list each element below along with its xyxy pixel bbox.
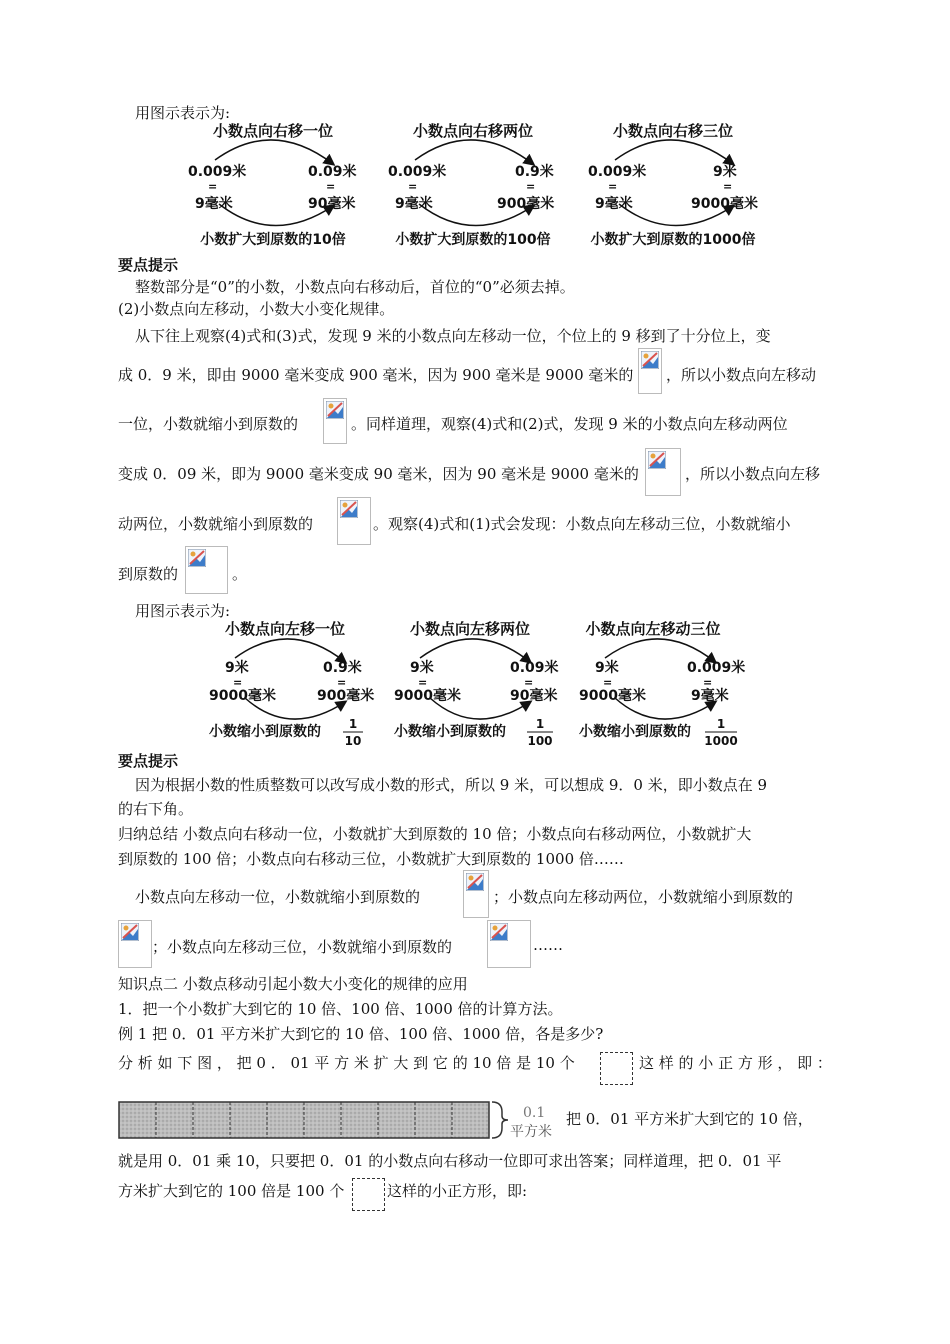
- strip-label-unit: 平方米: [510, 1124, 552, 1140]
- fraction-image-4: [337, 497, 371, 545]
- left-diagram-3-frac-den: 1000: [704, 734, 738, 748]
- picture-icon: [466, 873, 484, 891]
- right-diagram-2-right-eq: =: [526, 180, 536, 193]
- para-line-3a: 一位，小数就缩小到原数的: [118, 415, 299, 433]
- example-1: 例 1 把 0．01 平方米扩大到它的 10 倍、100 倍、1000 倍，各是多少?: [118, 1025, 604, 1043]
- last-line-2b: 这样的小正方形，即:: [387, 1182, 528, 1200]
- tip2-line-2: 的右下角。: [118, 800, 194, 818]
- left-diagram-2-right-bottom: 90毫米: [510, 688, 558, 704]
- left-diagram-3-left-top: 9米: [595, 660, 619, 676]
- picture-icon: [641, 351, 659, 369]
- picture-icon: [326, 401, 344, 419]
- para-line-5a: 动两位，小数就缩小到原数的: [118, 515, 314, 533]
- right-diagram-1-left-bottom: 9毫米: [195, 196, 233, 212]
- left-diagram-1-right-bottom: 900毫米: [317, 688, 375, 704]
- right-diagram-1-right-bottom: 90毫米: [308, 196, 356, 212]
- fraction-image-2: [323, 398, 347, 444]
- right-diagram-1-right-eq: =: [326, 180, 336, 193]
- para-line-3b: 。同样道理，观察(4)式和(2)式，发现 9 米的小数点向左移动两位: [351, 415, 788, 433]
- summary-line-1: 归纳总结 小数点向右移动一位，小数就扩大到原数的 10 倍；小数点向右移动两位，小数就扩大: [118, 825, 752, 843]
- after-strip-text: 把 0．01 平方米扩大到它的 10 倍，: [566, 1110, 813, 1128]
- para-line-4a: 变成 0．09 米，即为 9000 毫米变成 90 毫米，因为 90 毫米是 9000 毫米的: [118, 465, 639, 483]
- right-shift-diagrams: [183, 118, 773, 254]
- left-diagram-2-right-eq: =: [524, 676, 534, 689]
- right-diagram-3-left-bottom: 9毫米: [595, 196, 633, 212]
- strip-brace: [492, 1102, 508, 1138]
- left-diagram-2-left-eq: =: [418, 676, 428, 689]
- right-diagram-1-left-eq: =: [208, 180, 218, 193]
- last-line-1: 就是用 0．01 乘 10，只要把 0．01 的小数点向右移动一位即可求出答案；同样道理，把 0．01 平: [118, 1152, 782, 1170]
- right-diagram-3: [588, 122, 758, 248]
- right-diagram-2-right-bottom: 900毫米: [497, 196, 555, 212]
- right-diagram-3-top-arrow: [615, 140, 733, 164]
- right-diagram-3-right-top: 9米: [713, 164, 737, 180]
- item-1: 1．把一个小数扩大到它的 10 倍、100 倍、1000 倍的计算方法。: [118, 1000, 563, 1018]
- left-diagram-3-left-eq: =: [603, 676, 613, 689]
- left-diagram-2-right-top: 0.09米: [510, 660, 559, 676]
- right-diagram-2-top-arrow: [415, 140, 533, 164]
- fraction-image-1: [638, 348, 662, 394]
- left-diagram-2-frac-num: 1: [535, 717, 545, 731]
- left-diagram-3-right-top: 0.009米: [687, 660, 745, 676]
- picture-icon: [121, 923, 139, 941]
- left-diagram-2: [394, 620, 559, 748]
- summary-line-2: 到原数的 100 倍；小数点向右移动三位，小数就扩大到原数的 1000 倍……: [118, 850, 624, 868]
- para-line-2b: ，所以小数点向左移动: [666, 366, 817, 384]
- right-diagram-2-title: 小数点向右移两位: [412, 122, 534, 140]
- tip-heading-2: 要点提示: [118, 752, 179, 770]
- left-diagram-2-left-top: 9米: [410, 660, 434, 676]
- para-line-5b: 。观察(4)式和(1)式会发现：小数点向左移动三位，小数就缩小: [373, 515, 791, 533]
- left-diagram-1-left-eq: =: [233, 676, 243, 689]
- last-line-2a: 方米扩大到它的 100 倍是 100 个: [118, 1182, 345, 1200]
- strip-label-num: 0.1: [523, 1105, 546, 1121]
- picture-icon: [648, 451, 666, 469]
- left-diagram-1-right-top: 0.9米: [323, 660, 362, 676]
- fraction-image-3: [645, 448, 681, 496]
- fraction-image-6: [463, 870, 489, 918]
- left-diagram-1-left-top: 9米: [225, 660, 249, 676]
- right-diagram-3-left-eq: =: [608, 180, 618, 193]
- left-diagram-1-left-bottom: 9000毫米: [209, 688, 276, 704]
- right-diagram-2-left-eq: =: [408, 180, 418, 193]
- para-line-2a: 成 0．9 米，即由 9000 毫米变成 900 毫米，因为 900 毫米是 9000 毫米的: [118, 366, 634, 384]
- left-diagram-1-title: 小数点向左移一位: [224, 620, 346, 638]
- right-diagram-2-caption: 小数扩大到原数的100倍: [395, 232, 551, 248]
- left-shift-diagrams: [205, 616, 745, 750]
- left-diagram-3-left-bottom: 9000毫米: [579, 688, 646, 704]
- left-diagram-3-right-eq: =: [703, 676, 713, 689]
- diagram-intro-1: 用图示表示为:: [135, 104, 231, 122]
- tip2-line-1: 因为根据小数的性质整数可以改写成小数的形式，所以 9 米，可以想成 9．0 米，即小数点在 9: [135, 776, 768, 794]
- right-diagram-2-left-top: 0.009米: [388, 164, 447, 180]
- left-diagram-1: [209, 620, 374, 748]
- right-diagram-1-title: 小数点向右移一位: [212, 122, 334, 140]
- summary-line-3b: ；小数点向左移动两位，小数就缩小到原数的: [493, 888, 794, 906]
- left-diagram-3-right-bottom: 9毫米: [691, 688, 729, 704]
- tip-heading-1: 要点提示: [118, 256, 179, 274]
- left-diagram-3-top-arrow: [605, 639, 715, 662]
- picture-icon: [188, 549, 206, 567]
- dashed-square-2: [352, 1178, 385, 1211]
- dashed-square-1: [600, 1052, 633, 1085]
- right-diagram-3-caption: 小数扩大到原数的1000倍: [590, 232, 756, 248]
- left-diagram-1-frac-den: 10: [344, 734, 362, 748]
- right-diagram-1-right-top: 0.09米: [308, 164, 357, 180]
- left-diagram-1-right-eq: =: [337, 676, 347, 689]
- right-diagram-1: [188, 122, 357, 248]
- right-diagram-2-right-top: 0.9米: [515, 164, 554, 180]
- para-line-6a: 到原数的: [118, 565, 179, 583]
- analysis-line-b: 这 样 的 小 正 方 形 ， 即 ：: [639, 1054, 832, 1072]
- analysis-line-a: 分 析 如 下 图 ， 把 0 ． 01 平 方 米 扩 大 到 它 的 10 倍 是 10 个: [118, 1054, 575, 1072]
- fraction-image-8: [487, 920, 531, 968]
- summary-line-4a: ；小数点向左移动三位，小数就缩小到原数的: [152, 938, 453, 956]
- tip-text-1: 整数部分是“0”的小数，小数点向右移动后，首位的“0”必须去掉。: [135, 278, 575, 296]
- left-diagram-2-left-bottom: 9000毫米: [394, 688, 461, 704]
- right-diagram-1-top-arrow: [215, 140, 333, 164]
- para-line-1: 从下往上观察(4)式和(3)式，发现 9 米的小数点向左移动一位，个位上的 9 移到了十分位上，变: [135, 327, 771, 345]
- left-diagram-1-frac-num: 1: [348, 717, 358, 731]
- section-2-heading: (2)小数点向左移动，小数大小变化规律。: [118, 300, 395, 318]
- left-diagram-2-top-arrow: [420, 639, 530, 662]
- strip-of-ten-squares: [118, 1100, 563, 1142]
- left-diagram-3-title: 小数点向左移动三位: [585, 620, 721, 638]
- left-diagram-2-frac-den: 100: [527, 734, 553, 748]
- right-diagram-3-right-bottom: 9000毫米: [691, 196, 758, 212]
- fraction-image-5: [185, 546, 228, 594]
- right-diagram-2: [388, 122, 554, 248]
- fraction-image-7: [118, 920, 152, 968]
- left-diagram-3-frac-num: 1: [716, 717, 726, 731]
- para-line-6b: 。: [232, 565, 248, 583]
- summary-line-4b: ……: [533, 936, 563, 954]
- right-diagram-3-title: 小数点向右移三位: [612, 122, 734, 140]
- right-diagram-3-left-top: 0.009米: [588, 164, 647, 180]
- summary-line-3a: 小数点向左移动一位，小数就缩小到原数的: [135, 888, 421, 906]
- right-diagram-1-left-top: 0.009米: [188, 164, 247, 180]
- right-diagram-1-caption: 小数扩大到原数的10倍: [200, 232, 346, 248]
- left-diagram-1-caption: 小数缩小到原数的: [209, 724, 321, 740]
- right-diagram-2-left-bottom: 9毫米: [395, 196, 433, 212]
- left-diagram-1-top-arrow: [235, 639, 345, 662]
- left-diagram-3: [579, 620, 745, 748]
- knowledge-point-2: 知识点二 小数点移动引起小数大小变化的规律的应用: [118, 975, 468, 993]
- left-diagram-2-caption: 小数缩小到原数的: [394, 724, 506, 740]
- left-diagram-3-caption: 小数缩小到原数的: [579, 724, 691, 740]
- diagram-intro-2: 用图示表示为:: [135, 602, 231, 620]
- left-diagram-2-title: 小数点向左移两位: [409, 620, 531, 638]
- para-line-4b: ，所以小数点向左移: [685, 465, 821, 483]
- right-diagram-3-right-eq: =: [723, 180, 733, 193]
- picture-icon: [340, 500, 358, 518]
- picture-icon: [490, 923, 508, 941]
